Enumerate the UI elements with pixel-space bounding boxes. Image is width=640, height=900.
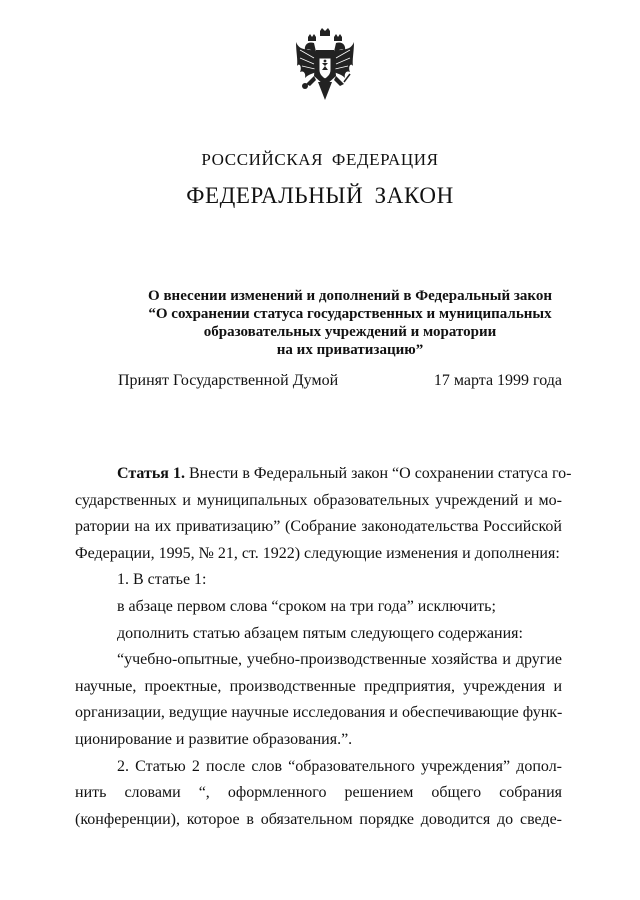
paragraph-line-text: Внести в Федеральный закон “О сохранении статуса го- bbox=[184, 465, 572, 482]
law-title bbox=[100, 287, 600, 359]
adopted-by: Принят Государственной Думой bbox=[118, 372, 339, 389]
coat-of-arms-icon bbox=[294, 28, 356, 102]
article-label: Статья 1. bbox=[117, 465, 185, 482]
law-body bbox=[75, 461, 572, 833]
paragraph-line: (конференции), которое в обязательном порядке доводится до сведе- bbox=[75, 810, 562, 828]
law-title-line: О внесении изменений и дополнений в Федеральный закон bbox=[148, 288, 552, 304]
law-title-line: образовательных учреждений и моратории bbox=[203, 324, 497, 340]
paragraph-line: нить словами “, оформленного решением общего собрания bbox=[75, 784, 562, 802]
paragraph-line: ционирование и развитие образования.”. bbox=[75, 730, 353, 748]
document-type-heading: ФЕДЕРАЛЬНЫЙ ЗАКОН bbox=[186, 183, 454, 208]
paragraph-line: “учебно-опытные, учебно-производственные хозяйства и другие bbox=[117, 651, 562, 669]
paragraph-line: в абзаце первом слова “сроком на три года” исключить; bbox=[117, 597, 496, 615]
paragraph-line: сударственных и муниципальных образовательных учреждений и мо- bbox=[75, 491, 562, 509]
paragraph-line: организации, ведущие научные исследования и обеспечивающие функ- bbox=[75, 704, 563, 722]
law-title-line: на их приватизацию” bbox=[276, 342, 424, 358]
paragraph-line bbox=[75, 461, 572, 488]
paragraph-line: Федерации, 1995, № 21, ст. 1922) следующие изменения и дополнения: bbox=[75, 544, 560, 562]
law-title-line: “О сохранении статуса государственных и муниципальных bbox=[148, 306, 552, 322]
country-heading: РОССИЙСКАЯ ФЕДЕРАЦИЯ bbox=[201, 150, 439, 169]
paragraph-line: дополнить статью абзацем пятым следующего содержания: bbox=[117, 624, 523, 642]
paragraph-line: научные, проектные, производственные предприятия, учреждения и bbox=[75, 677, 562, 695]
paragraph-line: 1. В статье 1: bbox=[117, 571, 207, 589]
paragraph-line: ратории на их приватизацию” (Собрание законодательства Российской bbox=[75, 518, 562, 536]
paragraph-line: 2. Статью 2 после слов “образовательного учреждения” допол- bbox=[117, 757, 562, 775]
adoption-date: 17 марта 1999 года bbox=[433, 372, 562, 389]
adoption-line bbox=[118, 372, 562, 390]
